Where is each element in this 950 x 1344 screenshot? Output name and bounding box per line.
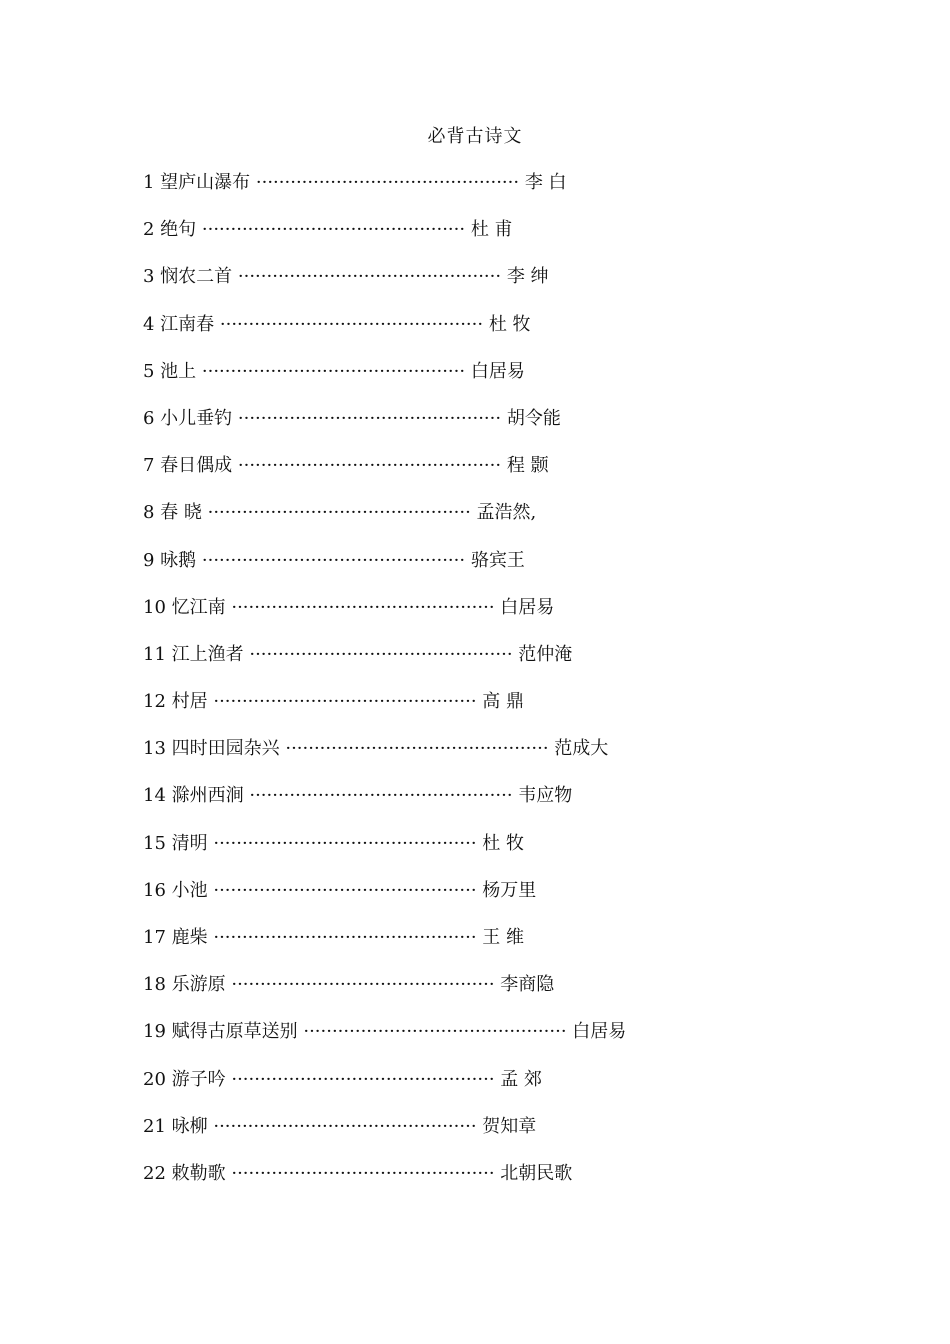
poem-entry-text: 20 游子吟 ·············································· 孟 郊	[143, 1068, 542, 1090]
poem-entry	[143, 783, 723, 830]
poem-entry-text: 4 江南春 ·············································· 杜 牧	[143, 313, 531, 335]
poem-entry-text: 3 悯农二首 ·············································· 李 绅	[143, 266, 549, 288]
poem-entry-text: 11 江上渔者 ·············································· 范仲淹	[143, 643, 573, 665]
poem-entry-text: 9 咏鹅 ·············································· 骆宾王	[143, 549, 525, 571]
poem-entry	[143, 595, 723, 642]
poem-entry-text: 17 鹿柴 ·············································· 王 维	[143, 927, 524, 948]
poem-entry-text: 5 池上 ·············································· 白居易	[143, 360, 525, 382]
poem-entry	[143, 1161, 723, 1208]
poem-entry-text: 12 村居 ·············································· 高 鼎	[143, 691, 524, 713]
poem-list	[143, 170, 723, 1208]
poem-entry	[143, 264, 723, 311]
poem-entry	[143, 972, 723, 1019]
poem-entry	[143, 500, 723, 547]
poem-entry-text: 7 春日偶成 ·············································· 程 颢	[143, 455, 549, 477]
poem-entry-text: 14 滁州西涧 ·············································· 韦应物	[143, 785, 573, 807]
poem-entry	[143, 925, 723, 972]
poem-entry	[143, 359, 723, 406]
poem-entry	[143, 1114, 723, 1161]
poem-entry	[143, 1067, 723, 1114]
poem-entry-text: 18 乐游原 ·············································· 李商隐	[143, 974, 555, 996]
poem-entry	[143, 406, 723, 453]
poem-entry	[143, 831, 723, 878]
poem-entry-text: 16 小池 ·············································· 杨万里	[143, 879, 537, 901]
poem-entry-text: 19 赋得古原草送别 ·············································· 白居易	[143, 1021, 627, 1043]
poem-entry	[143, 312, 723, 359]
poem-entry-text: 1 望庐山瀑布 ·············································· 李 白	[143, 172, 567, 193]
poem-entry	[143, 453, 723, 500]
poem-entry-text: 13 四时田园杂兴 ·············································· 范成大	[143, 738, 609, 760]
poem-entry-text: 15 清明 ·············································· 杜 牧	[143, 832, 524, 854]
poem-entry	[143, 217, 723, 264]
poem-entry	[143, 642, 723, 689]
poem-entry-text: 21 咏柳 ·············································· 贺知章	[143, 1115, 537, 1137]
poem-entry-text: 2 绝句 ·············································· 杜 甫	[143, 219, 513, 241]
poem-entry-text: 10 忆江南 ·············································· 白居易	[143, 596, 555, 618]
poem-entry-text: 8 春 晓 ·············································· 孟浩然,	[143, 502, 537, 524]
poem-entry	[143, 170, 723, 217]
poem-entry-text: 22 敕勒歌 ·············································· 北朝民歌	[143, 1162, 573, 1184]
poem-entry	[143, 1019, 723, 1066]
poem-entry	[143, 548, 723, 595]
poem-entry	[143, 878, 723, 925]
poem-entry	[143, 689, 723, 736]
poem-entry-text: 6 小儿垂钓 ·············································· 胡令能	[143, 407, 561, 429]
page-title: 必背古诗文	[427, 126, 523, 147]
poem-entry	[143, 736, 723, 783]
